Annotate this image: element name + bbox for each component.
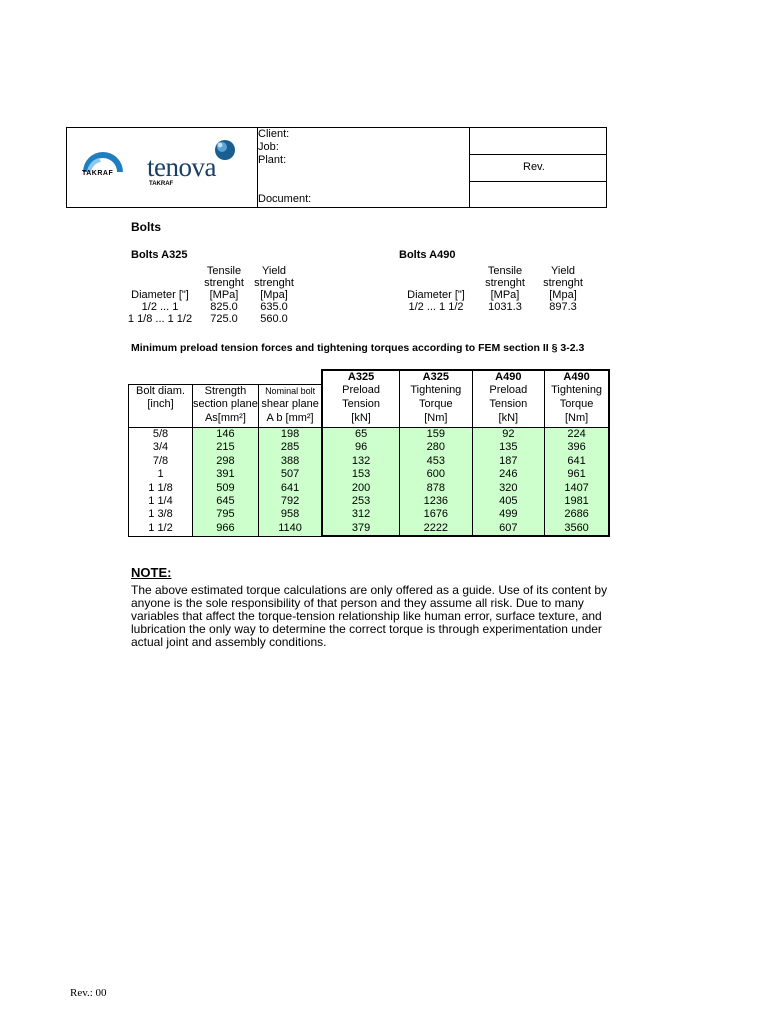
plant-label: Plant: [258, 154, 287, 166]
footer-revision: Rev.: 00 [70, 987, 107, 999]
table-cell: 1981 [544, 495, 609, 508]
table-cell: 795 [193, 508, 259, 521]
table-row [129, 455, 610, 468]
document-header [66, 127, 607, 208]
a325-spec-row: 1 1/8 ... 1 1/2 725.0 560.0 [127, 313, 288, 325]
table-row [129, 495, 610, 508]
table-cell: 298 [193, 455, 259, 468]
fem-title: Minimum preload tension forces and tightening torques according to FEM section II § 3-2.3 [131, 342, 585, 354]
table-row [129, 428, 610, 442]
table-cell: 2222 [399, 522, 472, 536]
table-cell: 320 [472, 482, 544, 495]
rev-label: Rev. [523, 161, 545, 173]
table-cell: 132 [322, 455, 399, 468]
table-header-row: [inch] section plane shear plane Tension Torque Tension Torque [129, 398, 610, 411]
takraf-logo [79, 150, 127, 180]
note-title: NOTE: [131, 565, 172, 580]
a490-title: Bolts A490 [399, 249, 456, 261]
note-body: The above estimated torque calculations are only offered as a guide. Use of its content by anyone is the sole responsibility of that person and they assume all risk. Due to many variables that affect the torque-tension relationship like human error, surface texture, and lubrication the only way to determine the correct torque is through experimentation under actual joint and assembly conditions. [131, 583, 608, 649]
table-cell: 388 [258, 455, 322, 468]
table-cell: 379 [322, 522, 399, 536]
table-cell: 1236 [399, 495, 472, 508]
torque-table [128, 369, 610, 537]
a325-title: Bolts A325 [131, 249, 188, 261]
a490-spec-row: 1/2 ... 1 1/2 1031.3 897.3 [408, 301, 577, 313]
tenova-sub-text: TAKRAF [149, 181, 174, 187]
table-cell: 5/8 [129, 428, 193, 442]
header-divider [469, 128, 470, 207]
table-cell: 1676 [399, 508, 472, 521]
table-cell: 507 [258, 468, 322, 481]
section-title: Bolts [131, 220, 161, 234]
table-cell: 878 [399, 482, 472, 495]
table-cell: 600 [399, 468, 472, 481]
client-label: Client: [258, 128, 290, 140]
table-cell: 453 [399, 455, 472, 468]
table-cell: 146 [193, 428, 259, 442]
table-cell: 509 [193, 482, 259, 495]
table-cell: 187 [472, 455, 544, 468]
table-cell: 645 [193, 495, 259, 508]
table-cell: 1 [129, 468, 193, 481]
table-cell: 396 [544, 441, 609, 454]
table-row [129, 482, 610, 495]
table-cell: 1 1/2 [129, 522, 193, 536]
table-cell: 312 [322, 508, 399, 521]
table-row [129, 522, 610, 536]
tenova-logo-text: tenova [147, 152, 216, 182]
table-cell: 198 [258, 428, 322, 442]
table-header-row: As[mm²] A b [mm²] [kN] [Nm] [kN] [Nm] [129, 411, 610, 428]
table-cell: 7/8 [129, 455, 193, 468]
table-cell: 92 [472, 428, 544, 442]
a325-spec-row: 1/2 ... 1 825.0 635.0 [141, 301, 288, 313]
table-cell: 641 [258, 482, 322, 495]
table-cell: 2686 [544, 508, 609, 521]
table-cell: 1140 [258, 522, 322, 536]
table-row [129, 468, 610, 481]
job-label: Job: [258, 141, 279, 153]
table-cell: 499 [472, 508, 544, 521]
table-cell: 246 [472, 468, 544, 481]
table-cell: 958 [258, 508, 322, 521]
table-cell: 65 [322, 428, 399, 442]
table-row [129, 441, 610, 454]
table-cell: 792 [258, 495, 322, 508]
table-cell: 153 [322, 468, 399, 481]
tenova-globe-icon [213, 138, 237, 162]
table-row [129, 508, 610, 521]
table-cell: 966 [193, 522, 259, 536]
table-cell: 1 1/4 [129, 495, 193, 508]
tenova-logo [147, 136, 247, 186]
table-header-row: Bolt diam. Strength Nominal bolt Preload Tightening Preload Tightening [129, 384, 610, 398]
table-cell: 641 [544, 455, 609, 468]
table-cell: 96 [322, 441, 399, 454]
table-cell: 253 [322, 495, 399, 508]
header-divider [469, 154, 606, 155]
table-cell: 285 [258, 441, 322, 454]
takraf-logo-text: TAKRAF [82, 170, 114, 177]
a325-spec-table: Tensile Yield strenght strenght Diameter ["] [MPa] [Mpa] 1/2 ... 1 825.0 635.0 1 1/8 ... 1 1/2 725.0 560.0 [121, 265, 299, 325]
table-cell: 3560 [544, 522, 609, 536]
table-cell: 961 [544, 468, 609, 481]
table-cell: 1 3/8 [129, 508, 193, 521]
document-label: Document: [258, 193, 312, 205]
table-cell: 159 [399, 428, 472, 442]
table-cell: 405 [472, 495, 544, 508]
table-cell: 391 [193, 468, 259, 481]
table-header-row: A325 A325 A490 A490 [129, 370, 610, 384]
table-cell: 215 [193, 441, 259, 454]
table-cell: 1407 [544, 482, 609, 495]
table-cell: 280 [399, 441, 472, 454]
header-divider [469, 181, 606, 182]
table-cell: 607 [472, 522, 544, 536]
table-cell: 135 [472, 441, 544, 454]
a490-spec-table: Tensile Yield strenght strenght Diameter ["] [MPa] [Mpa] 1/2 ... 1 1/2 1031.3 897.3 [397, 265, 591, 313]
table-cell: 200 [322, 482, 399, 495]
table-cell: 3/4 [129, 441, 193, 454]
table-cell: 224 [544, 428, 609, 442]
table-cell: 1 1/8 [129, 482, 193, 495]
